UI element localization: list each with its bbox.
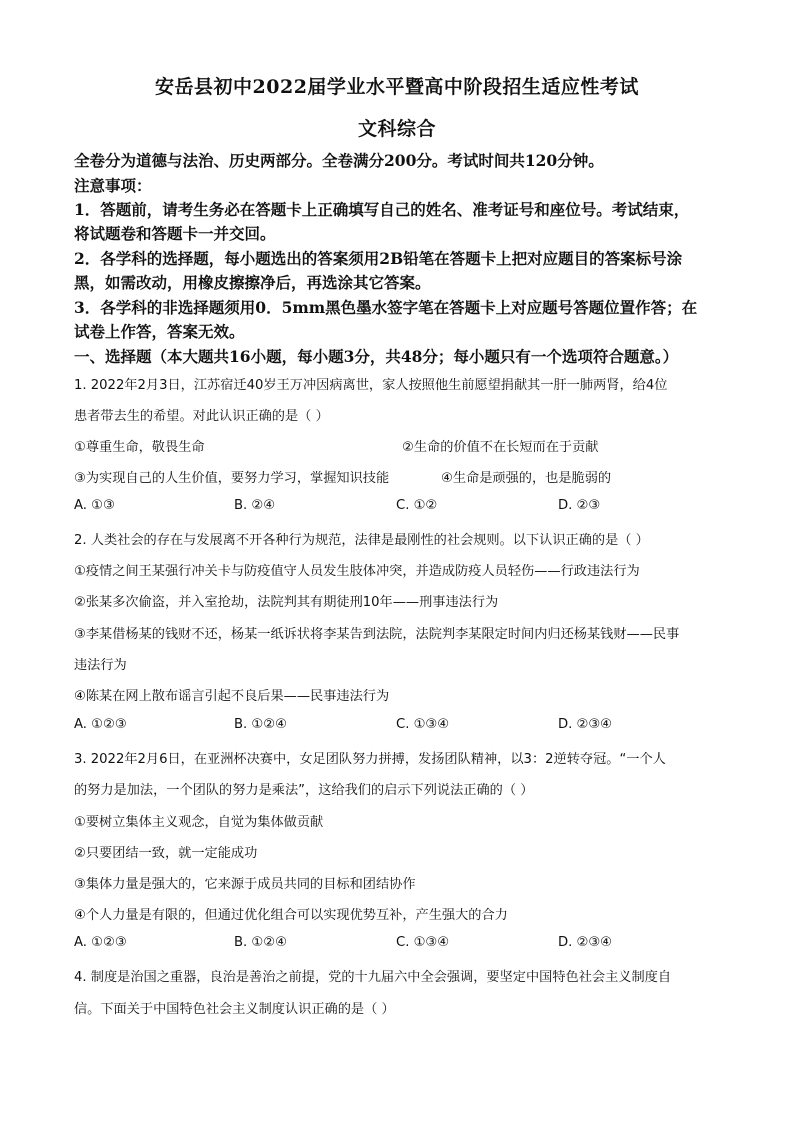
question-2-statement: ①疫情之间王某强行冲关卡与防疫值守人员发生肢体冲突，并造成防疫人员轻伤——行政违法行为 bbox=[74, 564, 640, 579]
question-1-statement: ②生命的价值不在长短而在于贡献 bbox=[402, 440, 599, 455]
question-1-text: 1. 2022年2月3日，江苏宿迁40岁王万冲因病离世，家人按照他生前愿望捐献其一肝一肺两肾，给4位 bbox=[74, 378, 668, 393]
question-3-option-d[interactable]: D. ②③④ bbox=[558, 935, 613, 950]
notice-line: 试卷上作答，答案无效。 bbox=[74, 322, 245, 341]
exam-intro: 全卷分为道德与法治、历史两部分。全卷满分200分。考试时间共120分钟。 bbox=[74, 151, 604, 170]
question-2-statement: ②张某多次偷盗，并入室抢劫，法院判其有期徒刑10年——刑事违法行为 bbox=[74, 595, 499, 610]
question-1-statement: ④生命是顽强的，也是脆弱的 bbox=[441, 471, 612, 486]
question-3-text: 3. 2022年2月6日，在亚洲杯决赛中，女足团队努力拼搏，发扬团队精神，以3：2逆转夺冠。“一个人 bbox=[74, 752, 666, 767]
exam-subtitle: 文科综合 bbox=[357, 118, 436, 140]
question-2-text: 2. 人类社会的存在与发展离不开各种行为规范，法律是最刚性的社会规则。以下认识正确的是（ ） bbox=[74, 533, 649, 548]
notice-line: 将试题卷和答题卡一并交回。 bbox=[74, 224, 276, 243]
question-1-statement: ③为实现自己的人生价值，要努力学习，掌握知识技能 bbox=[74, 471, 390, 486]
question-4-text: 信。下面关于中国特色社会主义制度认识正确的是（ ） bbox=[74, 1002, 395, 1017]
notice-line: 3．各学科的非选择题须用0．5mm黑色墨水签字笔在答题卡上对应题号答题位置作答；在 bbox=[74, 298, 698, 317]
question-2-option-b[interactable]: B. ①②④ bbox=[234, 717, 287, 732]
notice-line: 2．各学科的选择题，每小题选出的答案须用2B铅笔在答题卡上把对应题目的答案标号涂 bbox=[74, 249, 683, 268]
question-3-statement: ②只要团结一致，就一定能成功 bbox=[74, 846, 258, 861]
notice-heading: 注意事项： bbox=[74, 176, 152, 195]
question-3-statement: ④个人力量是有限的，但通过优化组合可以实现优势互补，产生强大的合力 bbox=[74, 908, 508, 923]
question-1-option-b[interactable]: B. ②④ bbox=[234, 498, 276, 513]
question-4-text: 4. 制度是治国之重器，良治是善治之前提，党的十九届六中全会强调，要坚定中国特色社会主义制度自 bbox=[74, 970, 672, 985]
question-2-statement: ④陈某在网上散布谣言引起不良后果——民事违法行为 bbox=[74, 689, 390, 704]
notice-line: 1．答题前，请考生务必在答题卡上正确填写自己的姓名、准考证号和座位号。考试结束， bbox=[74, 200, 690, 219]
question-2-option-a[interactable]: A. ①②③ bbox=[74, 717, 127, 732]
question-3-text: 的努力是加法，一个团队的努力是乘法”，这给我们的启示下列说法正确的（ ） bbox=[74, 783, 534, 798]
question-3-statement: ③集体力量是强大的，它来源于成员共同的目标和团结协作 bbox=[74, 877, 416, 892]
question-3-statement: ①要树立集体主义观念，自觉为集体做贡献 bbox=[74, 815, 324, 830]
question-2-statement: ③李某借杨某的钱财不还，杨某一纸诉状将李某告到法院，法院判李某限定时间内归还杨某钱财——民事 bbox=[74, 627, 680, 642]
question-1-option-a[interactable]: A. ①③ bbox=[74, 498, 115, 513]
question-3-option-b[interactable]: B. ①②④ bbox=[234, 935, 287, 950]
question-2-option-d[interactable]: D. ②③④ bbox=[558, 717, 613, 732]
notice-line: 黑，如需改动，用橡皮擦擦净后，再选涂其它答案。 bbox=[74, 273, 431, 292]
question-2-statement: 违法行为 bbox=[74, 658, 127, 673]
question-1-option-c[interactable]: C. ①② bbox=[396, 498, 438, 513]
question-3-option-c[interactable]: C. ①③④ bbox=[396, 935, 450, 950]
question-1-text: 患者带去生的希望。对此认识正确的是（ ） bbox=[74, 409, 329, 424]
section-heading: 一、选择题（本大题共16小题，每小题3分，共48分；每小题只有一个选项符合题意。） bbox=[74, 347, 679, 366]
question-3-option-a[interactable]: A. ①②③ bbox=[74, 935, 127, 950]
question-1-option-d[interactable]: D. ②③ bbox=[558, 498, 601, 513]
question-2-option-c[interactable]: C. ①③④ bbox=[396, 717, 450, 732]
exam-title: 安岳县初中2022届学业水平暨高中阶段招生适应性考试 bbox=[155, 76, 639, 98]
question-1-statement: ①尊重生命，敬畏生命 bbox=[74, 440, 205, 455]
